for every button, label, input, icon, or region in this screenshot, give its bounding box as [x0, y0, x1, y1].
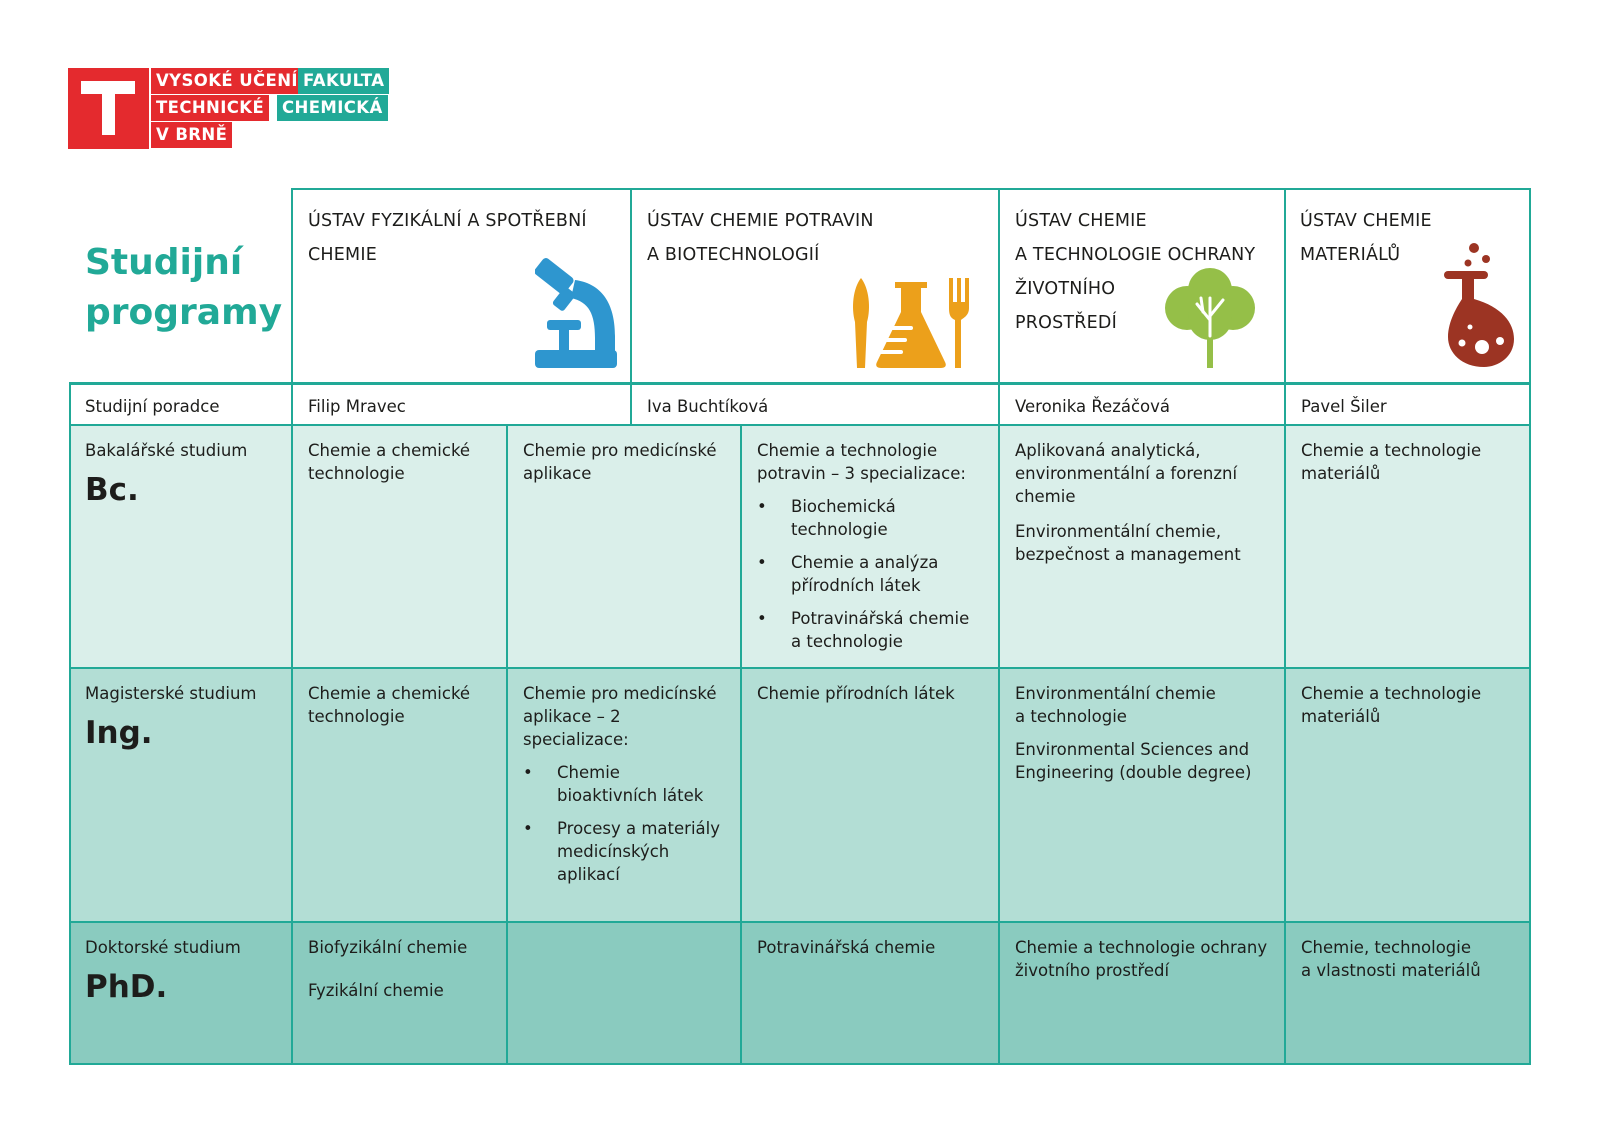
dept-title-line: ÚSTAV FYZIKÁLNÍ A SPOTŘEBNÍ [308, 211, 587, 231]
advisor-veronika-rezacova: Veronika Řezáčová [1015, 397, 1171, 416]
advisor-pavel-siler: Pavel Šiler [1301, 397, 1387, 416]
table-line [69, 382, 71, 1065]
programme-line: Chemie a technologie [1301, 684, 1482, 703]
programme-line: Chemie a technologie [757, 441, 938, 460]
logo-university-line-3: V BRNĚ [151, 122, 232, 148]
list-item-line: • Potravinářská chemie [791, 609, 970, 628]
programme-cell [308, 682, 470, 728]
advisor-row-label: Studijní poradce [85, 397, 220, 416]
specialization-list [757, 495, 992, 653]
advisor-filip-mravec: Filip Mravec [308, 397, 406, 416]
programme-line: Environmentální chemie, [1015, 522, 1222, 541]
degree-phd: PhD. [85, 969, 168, 1005]
programme-cell [757, 439, 992, 653]
dept-title-line: A BIOTECHNOLOGIÍ [647, 245, 820, 265]
dept-title-line: ÚSTAV CHEMIE POTRAVIN [647, 211, 874, 231]
programme-line: životního prostředí [1015, 961, 1170, 980]
programme-line: Chemie a technologie [1301, 441, 1482, 460]
table-line [1529, 188, 1531, 1065]
programme-cell [1301, 682, 1481, 728]
page-title-line-2: programy [85, 292, 283, 333]
level-label-bachelor: Bakalářské studium [85, 441, 248, 460]
programme-cell [523, 682, 733, 886]
programme-line: potravin – 3 specializace: [757, 464, 966, 483]
programme-line: technologie [308, 707, 405, 726]
dept-title-materials-chemistry [1300, 204, 1432, 272]
logo-university-line-2: TECHNICKÉ [151, 95, 269, 121]
logo-faculty-line-2: CHEMICKÁ [277, 95, 388, 121]
programme-cell [1301, 439, 1481, 485]
programme-line: Aplikovaná analytická, [1015, 441, 1201, 460]
list-item-line: přírodních látek [791, 576, 921, 595]
programme-line: a technologie [1015, 707, 1127, 726]
level-label-master: Magisterské studium [85, 684, 257, 703]
programme-cell [308, 439, 470, 485]
programme-line: chemie [1015, 487, 1076, 506]
specialization-list [523, 761, 733, 886]
table-line [69, 424, 1531, 426]
degree-ing: Ing. [85, 715, 153, 751]
food-flask-icon [851, 278, 975, 368]
dept-title-line: CHEMIE [308, 245, 377, 265]
programme-line: Biofyzikální chemie [308, 938, 468, 957]
table-line [291, 188, 1531, 190]
logo-faculty-line-1: FAKULTA [298, 68, 389, 94]
dept-title-line: A TECHNOLOGIE OCHRANY [1015, 245, 1256, 265]
programme-cell [523, 439, 717, 485]
table-line [291, 188, 293, 1065]
table-line [506, 425, 508, 1065]
list-item-line: a technologie [791, 632, 903, 651]
programme-line: Chemie a chemické [308, 441, 471, 460]
programme-line: Chemie, technologie [1301, 938, 1472, 957]
dept-title-line: ÚSTAV CHEMIE [1300, 211, 1432, 231]
table-line [740, 425, 742, 1065]
list-item-line: technologie [791, 520, 888, 539]
degree-bc: Bc. [85, 472, 139, 508]
table-line [69, 1063, 1531, 1065]
page-title [85, 238, 282, 338]
list-item [757, 551, 992, 597]
programme-cell [1015, 682, 1251, 784]
advisor-iva-buchtikova: Iva Buchtíková [647, 397, 769, 416]
programme-cell [1301, 936, 1481, 982]
tree-icon [1165, 268, 1255, 368]
programme-line: Environmental Sciences and [1015, 740, 1250, 759]
programme-line: Chemie a chemické [308, 684, 471, 703]
programme-cell [1015, 936, 1267, 982]
table-line [69, 667, 1531, 669]
programme-line: technologie [308, 464, 405, 483]
table-line [630, 188, 632, 425]
programme-line: a vlastnosti materiálů [1301, 961, 1481, 980]
programme-cell [757, 682, 955, 705]
list-item [757, 495, 992, 541]
list-item-line: bioaktivních látek [557, 786, 704, 805]
table-line [1284, 188, 1286, 1065]
programme-line: Potravinářská chemie [757, 938, 936, 957]
list-item-line: • Procesy a materiály [557, 819, 720, 838]
dept-title-food-chemistry [647, 204, 874, 272]
programme-line: Environmentální chemie [1015, 684, 1216, 703]
programme-cell [308, 936, 467, 1002]
programme-line: materiálů [1301, 464, 1381, 483]
programme-line: Chemie a technologie ochrany [1015, 938, 1268, 957]
list-item [523, 817, 733, 886]
programme-line: Chemie pro medicínské [523, 684, 717, 703]
list-item-line: • Chemie [557, 763, 620, 782]
programme-line: specializace: [523, 730, 629, 749]
list-item [523, 761, 733, 807]
list-item-line: medicínských [557, 842, 670, 861]
page-title-line-1: Studijní [85, 242, 243, 283]
programme-cell [1015, 439, 1241, 566]
table-line [69, 382, 1531, 385]
table-line [998, 188, 1000, 1065]
level-label-doctoral: Doktorské studium [85, 938, 241, 957]
logo-university-line-1: VYSOKÉ UČENÍ [151, 68, 303, 94]
table-line [69, 921, 1531, 923]
dept-title-line: PROSTŘEDÍ [1015, 313, 1117, 333]
programme-line: Chemie pro medicínské [523, 441, 717, 460]
dept-title-line: MATERIÁLŮ [1300, 245, 1401, 265]
programme-line: materiálů [1301, 707, 1381, 726]
programme-line: Chemie přírodních látek [757, 684, 955, 703]
microscope-icon [535, 258, 617, 370]
programme-line: Engineering (double degree) [1015, 763, 1252, 782]
programme-line: aplikace – 2 [523, 707, 621, 726]
round-flask-icon [1442, 243, 1522, 368]
programme-line: bezpečnost a management [1015, 545, 1241, 564]
list-item-line: • Biochemická [791, 497, 896, 516]
programme-cell [757, 936, 935, 959]
programme-line: aplikace [523, 464, 592, 483]
dept-title-line: ŽIVOTNÍHO [1015, 279, 1116, 299]
list-item-line: aplikací [557, 865, 620, 884]
programme-line: environmentální a forenzní [1015, 464, 1238, 483]
list-item [757, 607, 992, 653]
dept-title-line: ÚSTAV CHEMIE [1015, 211, 1147, 231]
list-item-line: • Chemie a analýza [791, 553, 939, 572]
programme-line: Fyzikální chemie [308, 981, 444, 1000]
